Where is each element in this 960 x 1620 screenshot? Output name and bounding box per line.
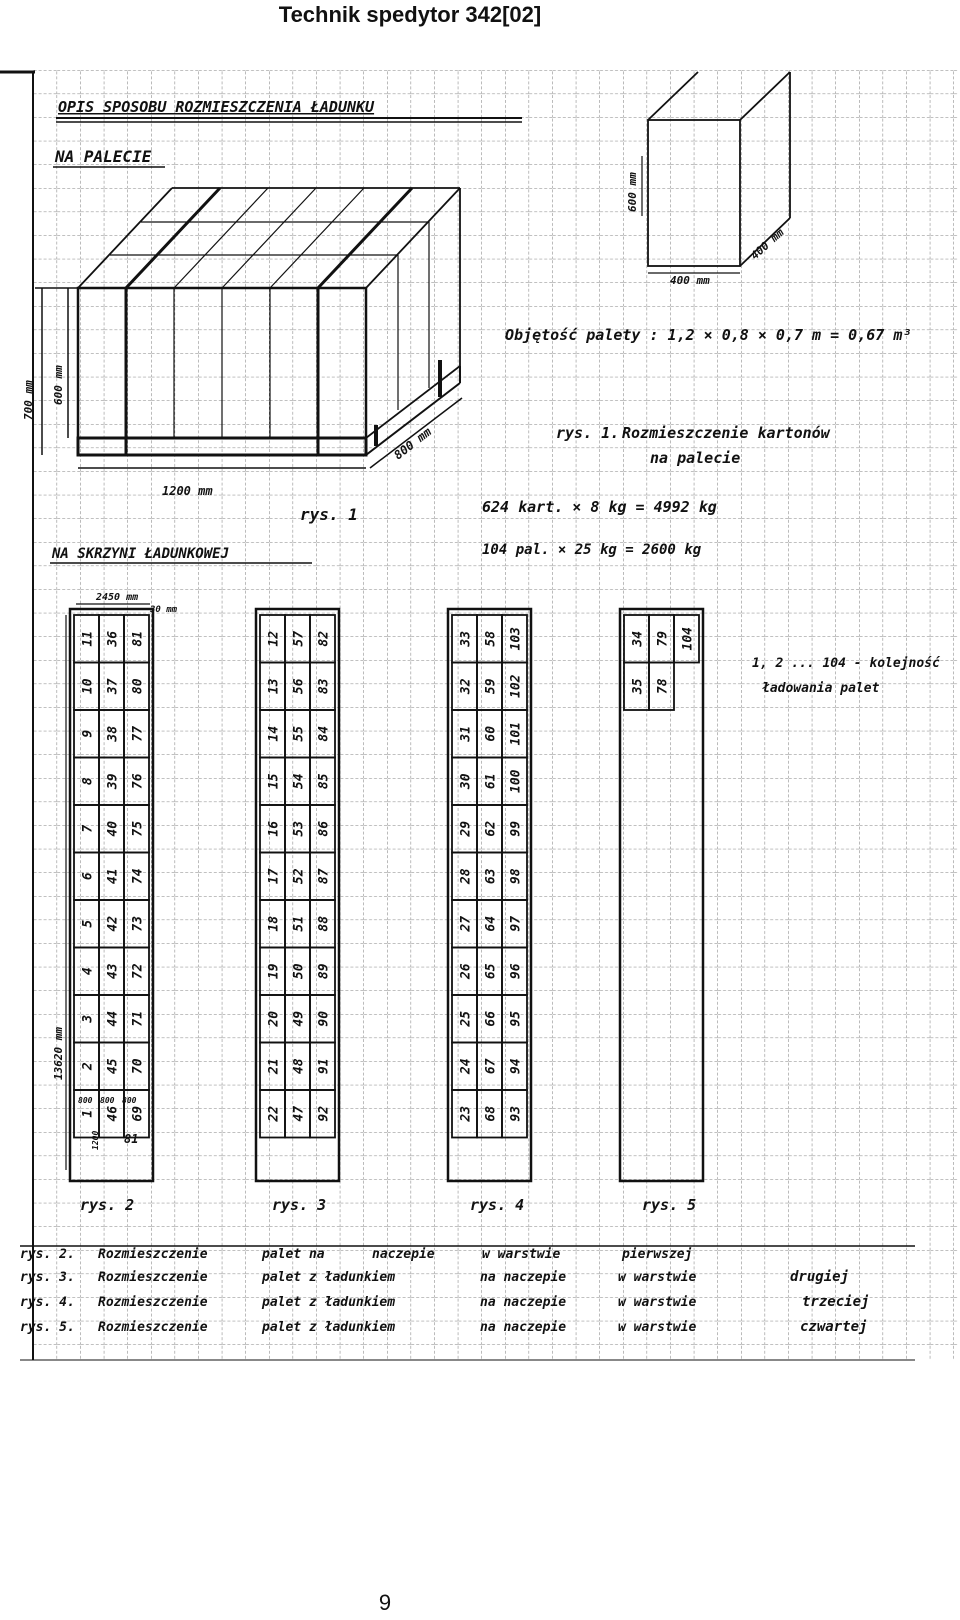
svg-text:rys. 5.: rys. 5.: [20, 1320, 75, 1335]
rys4-pallet-number: 30: [458, 773, 474, 790]
dim-length: 1200 mm: [162, 484, 213, 498]
rys3-pallet-number: 55: [291, 725, 307, 742]
rys4-pallet-number: 62: [483, 820, 499, 837]
graph-paper-grid: [33, 70, 958, 1360]
svg-text:naczepie: naczepie: [372, 1247, 435, 1262]
dim-width: 800 mm: [391, 424, 435, 463]
order-note-2: ładowania palet: [762, 681, 880, 696]
rys4-pallet-number: 23: [458, 1105, 474, 1122]
rys4-pallet-number: 31: [458, 725, 474, 742]
svg-text:na naczepie: na naczepie: [480, 1295, 567, 1310]
rys4-pallet-number: 95: [508, 1010, 524, 1027]
rys5-pallet-number: 35: [630, 678, 646, 695]
rys4-pallet-number: 65: [483, 963, 499, 980]
rys4-pallet-number: 96: [508, 963, 524, 980]
rys3-pallet-number: 48: [291, 1058, 307, 1075]
rys3-pallet-number: 17: [266, 868, 282, 885]
rys3-pallet-number: 51: [291, 915, 307, 932]
rys3-pallet-number: 21: [266, 1058, 282, 1075]
svg-text:pierwszej: pierwszej: [622, 1247, 693, 1262]
svg-text:palet z ładunkiem: palet z ładunkiem: [262, 1320, 396, 1335]
rys4-pallet-number: 33: [458, 630, 474, 647]
subheading-truck: NA SKRZYNI ŁADUNKOWEJ: [52, 546, 230, 562]
dim-load-height: 600 mm: [52, 365, 65, 405]
rys3-pallet-number: 85: [316, 773, 332, 790]
pallet-dim-1: 800: [78, 1096, 93, 1105]
rys2-pallet-number: 9: [80, 729, 96, 738]
svg-text:czwartej: czwartej: [800, 1319, 868, 1335]
rys2-pallet-number: 38: [105, 725, 121, 742]
rys2-pallet-number: 42: [105, 915, 121, 932]
caption-rys-2: rys. 2: [80, 1196, 135, 1214]
rys3-pallet-number: 57: [291, 630, 307, 647]
rys3-pallet-number: 12: [266, 630, 282, 647]
rys2-pallet-number: 11: [80, 630, 96, 647]
rys2-pallet-number: 39: [105, 773, 121, 790]
document-title: Technik spedytor 342[02]: [278, 2, 542, 27]
rys3-pallet-number: 19: [266, 963, 282, 980]
rys2-pallet-number: 76: [130, 773, 146, 790]
rys3-pallet-number: 86: [316, 820, 332, 837]
rys4-pallet-number: 103: [508, 627, 524, 651]
box-dim-depth: 400 mm: [748, 225, 787, 263]
rys2-pallet-number: 37: [105, 678, 121, 695]
rys2-pallet-number: 45: [105, 1058, 121, 1075]
svg-text:rys. 2.: rys. 2.: [20, 1247, 75, 1262]
svg-text:w warstwie: w warstwie: [618, 1295, 697, 1310]
rys3-pallet-number: 49: [291, 1010, 307, 1027]
rys5-pallet-number: 78: [655, 678, 671, 695]
rys3-pallet-number: 13: [266, 678, 282, 695]
rys2-pallet-number: 77: [130, 725, 146, 742]
rys4-pallet-number: 98: [508, 868, 524, 885]
rys3-pallet-number: 16: [266, 820, 282, 837]
svg-text:palet z ładunkiem: palet z ładunkiem: [262, 1295, 396, 1310]
sheet-heading: OPIS SPOSOBU ROZMIESZCZENIA ŁADUNKU: [58, 98, 375, 116]
rys2-pallet-number: 1: [80, 1109, 96, 1118]
rys2-pallet-number: 75: [130, 820, 146, 837]
rys4-pallet-number: 94: [508, 1058, 524, 1075]
rys3-pallet-number: 92: [316, 1105, 332, 1122]
rys2-pallet-number: 6: [80, 872, 96, 881]
box-dim-height: 600 mm: [626, 172, 639, 212]
pallet-caption: rys. 1: [300, 505, 358, 524]
rys2-pallet-number: 44: [105, 1010, 121, 1027]
rys5-pallet-number: 104: [680, 627, 696, 651]
rys4-pallet-number: 68: [483, 1105, 499, 1122]
rys4-pallet-number: 63: [483, 868, 499, 885]
svg-text:na naczepie: na naczepie: [480, 1320, 567, 1335]
rys3-pallet-number: 14: [266, 725, 282, 742]
rys3-pallet-number: 54: [291, 773, 307, 790]
rys5-pallet-number: 34: [630, 630, 646, 647]
rys4-pallet-number: 66: [483, 1010, 499, 1027]
rys3-pallet-number: 89: [316, 963, 332, 980]
rys4-pallet-number: 64: [483, 915, 499, 932]
rys4-pallet-number: 27: [458, 915, 474, 932]
truck-dim-length: 13620 mm: [52, 1027, 65, 1080]
rys2-pallet-number: 7: [80, 824, 96, 833]
page-number: 9: [378, 1590, 392, 1615]
rys4-pallet-number: 60: [483, 725, 499, 742]
svg-text:rys. 3.: rys. 3.: [20, 1270, 75, 1285]
svg-text:w warstwie: w warstwie: [618, 1320, 697, 1335]
caption-rys-3: rys. 3: [272, 1196, 327, 1214]
rys4-pallet-number: 93: [508, 1105, 524, 1122]
rys4-pallet-number: 24: [458, 1058, 474, 1075]
rys3-pallet-number: 20: [266, 1010, 282, 1027]
cartons-weight: 624 kart. × 8 kg = 4992 kg: [482, 498, 717, 516]
caption-rys-4: rys. 4: [470, 1196, 525, 1214]
pallet-dim-3: 800: [122, 1096, 137, 1105]
rys2-extra-pallet-number: 81: [124, 1132, 139, 1146]
rys2-pallet-number: 71: [130, 1010, 146, 1027]
rys2-pallet-number: 46: [105, 1105, 121, 1122]
rys4-pallet-number: 99: [508, 820, 524, 837]
rys2-pallet-number: 80: [130, 678, 146, 695]
rys4-pallet-number: 26: [458, 963, 474, 980]
rys2-pallet-number: 69: [130, 1105, 146, 1122]
rys2-pallet-number: 41: [105, 868, 121, 885]
rys4-pallet-number: 25: [458, 1010, 474, 1027]
rys2-pallet-number: 3: [80, 1014, 96, 1023]
rys3-pallet-number: 22: [266, 1105, 282, 1122]
rys2-pallet-number: 8: [80, 777, 96, 786]
handwritten-sheet: [0, 70, 960, 1400]
subheading-pallet: NA PALECIE: [55, 147, 152, 166]
rys3-pallet-number: 56: [291, 678, 307, 695]
svg-text:na naczepie: na naczepie: [480, 1270, 567, 1285]
pallets-weight: 104 pal. × 25 kg = 2600 kg: [482, 542, 702, 558]
rys4-pallet-number: 32: [458, 678, 474, 695]
rys3-pallet-number: 50: [291, 963, 307, 980]
rys4-pallet-number: 29: [458, 820, 474, 837]
rys3-pallet-number: 83: [316, 678, 332, 695]
rys2-pallet-number: 72: [130, 963, 146, 980]
pallet-dim-2: 800: [100, 1096, 115, 1105]
rys4-pallet-number: 67: [483, 1058, 499, 1075]
rys2-pallet-number: 74: [130, 868, 146, 885]
truck-dim-width: 2450 mm: [96, 592, 139, 603]
dim-total-height: 700 mm: [22, 380, 35, 420]
rys3-pallet-number: 18: [266, 915, 282, 932]
rys3-pallet-number: 82: [316, 630, 332, 647]
rys3-pallet-number: 87: [316, 868, 332, 885]
order-note-1: 1, 2 ... 104 - kolejność: [752, 656, 940, 671]
rys2-pallet-number: 73: [130, 915, 146, 932]
svg-text:palet na: palet na: [262, 1247, 325, 1262]
rys2-pallet-number: 70: [130, 1058, 146, 1075]
rys3-pallet-number: 47: [291, 1105, 307, 1122]
svg-text:rys. 4.: rys. 4.: [20, 1295, 75, 1310]
rys2-pallet-number: 81: [130, 630, 146, 647]
rys4-pallet-number: 59: [483, 678, 499, 695]
svg-text:trzeciej: trzeciej: [802, 1294, 870, 1310]
rys3-pallet-number: 84: [316, 725, 332, 742]
rys5-pallet-number: 79: [655, 630, 671, 647]
rys4-pallet-number: 58: [483, 630, 499, 647]
rys2-pallet-number: 40: [105, 820, 121, 837]
caption-rys-5: rys. 5: [642, 1196, 697, 1214]
rys2-pallet-number: 10: [80, 678, 96, 695]
rys4-pallet-number: 28: [458, 868, 474, 885]
rys3-pallet-number: 52: [291, 868, 307, 885]
rys4-pallet-number: 101: [508, 722, 524, 746]
rys3-pallet-number: 88: [316, 915, 332, 932]
svg-text:palet z ładunkiem: palet z ładunkiem: [262, 1270, 396, 1285]
rys4-pallet-number: 102: [508, 674, 524, 698]
svg-text:Rozmieszczenie: Rozmieszczenie: [98, 1295, 208, 1310]
volume-calc: Objętość palety : 1,2 × 0,8 × 0,7 m = 0,67 m³: [505, 326, 912, 344]
svg-text:w warstwie: w warstwie: [618, 1270, 697, 1285]
svg-text:Rozmieszczenie: Rozmieszczenie: [98, 1247, 208, 1262]
rys2-pallet-number: 2: [80, 1062, 96, 1071]
rys4-pallet-number: 100: [508, 769, 524, 793]
figure-label: rys. 1.: [556, 424, 620, 442]
box-dim-width: 400 mm: [670, 274, 710, 287]
rys3-pallet-number: 90: [316, 1010, 332, 1027]
figure-desc-2: na palecie: [650, 449, 741, 467]
rys3-pallet-number: 53: [291, 820, 307, 837]
svg-text:w warstwie: w warstwie: [482, 1247, 561, 1262]
rys3-pallet-number: 15: [266, 773, 282, 790]
pallet-dim-length: 1200: [91, 1130, 100, 1150]
svg-text:Rozmieszczenie: Rozmieszczenie: [98, 1320, 208, 1335]
figure-desc-1: Rozmieszczenie kartonów: [622, 424, 830, 442]
rys4-pallet-number: 61: [483, 773, 499, 790]
rys2-pallet-number: 5: [80, 919, 96, 928]
rys3-pallet-number: 91: [316, 1058, 332, 1075]
rys2-pallet-number: 43: [105, 963, 121, 980]
rys4-pallet-number: 97: [508, 915, 524, 932]
svg-text:Rozmieszczenie: Rozmieszczenie: [98, 1270, 208, 1285]
rys2-pallet-number: 36: [105, 630, 121, 647]
svg-text:drugiej: drugiej: [790, 1269, 850, 1285]
truck-dim-gap: 30 mm: [150, 605, 178, 615]
rys2-pallet-number: 4: [80, 967, 96, 976]
